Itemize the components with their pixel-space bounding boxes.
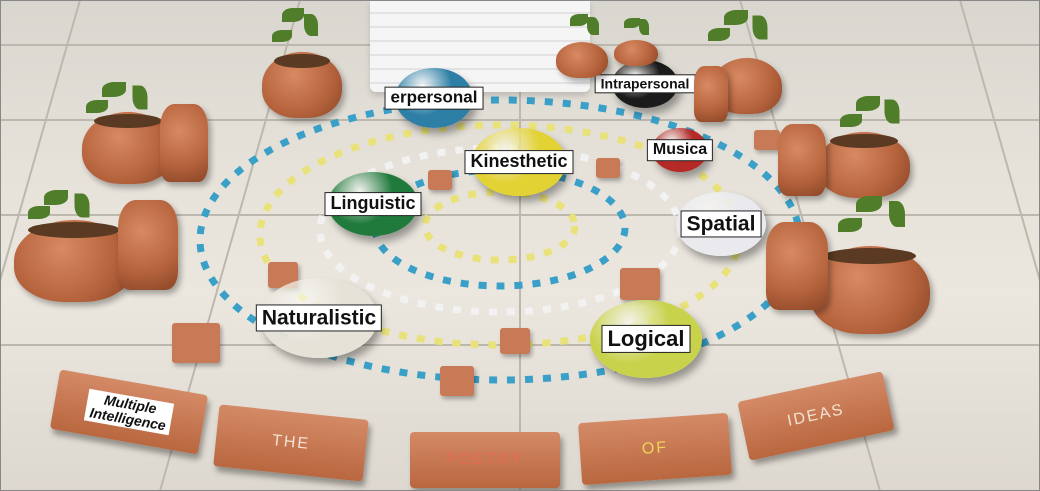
ball-label: Kinesthetic xyxy=(465,151,572,173)
clay-dice xyxy=(440,366,474,396)
clay-dice xyxy=(620,268,660,300)
clay-pot-plant xyxy=(766,196,948,336)
ball-label: Naturalistic xyxy=(257,305,381,330)
ball-label: Spatial xyxy=(682,211,761,236)
ball-label: Musica xyxy=(648,140,712,160)
ball-label: Intrapersonal xyxy=(596,75,695,92)
clay-dice xyxy=(172,323,220,363)
brick-poetry xyxy=(410,432,560,488)
clay-pot-plant xyxy=(556,14,612,78)
clay-pot-plant xyxy=(778,96,928,200)
ball-intrapersonal xyxy=(600,60,690,108)
clay-dice xyxy=(596,158,620,178)
brick-of xyxy=(578,413,732,485)
ball-naturalistic xyxy=(260,278,378,358)
clay-pot-plant xyxy=(14,190,194,302)
ball-label: Linguistic xyxy=(326,193,421,215)
ball-linguistic xyxy=(328,172,418,236)
ball-spatial xyxy=(676,192,766,256)
clay-pot-plant xyxy=(694,10,784,122)
clay-dice xyxy=(754,130,780,150)
ball-label: erpersonal xyxy=(386,88,483,109)
clay-pot-plant xyxy=(614,18,660,66)
clay-pot-plant xyxy=(82,82,212,184)
brick-label: THE xyxy=(271,432,311,453)
clay-dice xyxy=(428,170,452,190)
ball-interpersonal xyxy=(390,68,478,128)
ball-kinesthetic xyxy=(472,128,566,196)
ball-musical xyxy=(652,128,708,172)
ball-label: Logical xyxy=(602,326,689,352)
clay-pot-plant xyxy=(262,8,342,118)
brick-label: IDEAS xyxy=(785,401,847,430)
brick-label: OF xyxy=(641,439,669,458)
ball-logical xyxy=(590,300,702,378)
clay-dice xyxy=(500,328,530,354)
brick-label: POETRY xyxy=(446,451,524,468)
brick-label: Multiple Intelligence xyxy=(84,388,173,435)
